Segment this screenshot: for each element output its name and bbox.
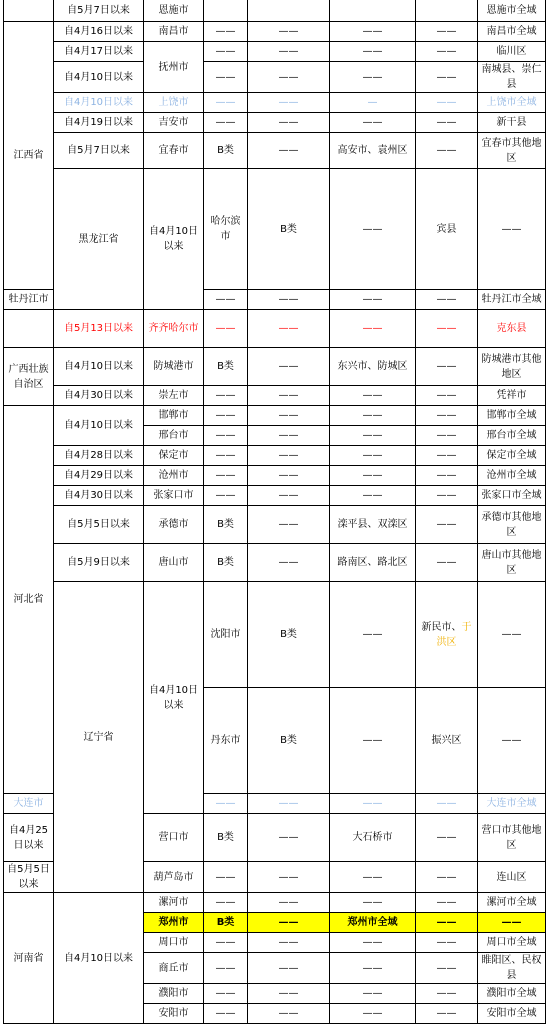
type-cell: B类 <box>204 544 248 582</box>
type-cell: —— <box>204 310 248 348</box>
city-cell: 邢台市 <box>144 426 204 446</box>
col6-cell: —— <box>416 862 478 893</box>
col4-cell: —— <box>248 290 330 310</box>
date-cell: 自4月10日以来 <box>54 893 144 1024</box>
col4-cell: —— <box>330 688 416 794</box>
city-cell: 安阳市 <box>144 1004 204 1024</box>
province-cell: 河北省 <box>4 406 54 794</box>
type-cell: B类 <box>248 169 330 290</box>
col5-cell: —— <box>330 862 416 893</box>
col6-cell: —— <box>416 486 478 506</box>
col6-cell: —— <box>416 133 478 169</box>
col5-cell: 滦平县、双滦区 <box>330 506 416 544</box>
col4-cell: —— <box>248 62 330 93</box>
col5-cell: 东兴市、防城区 <box>330 348 416 386</box>
area-cell: 南昌市全域 <box>478 22 546 42</box>
date-cell: 自4月10日以来 <box>54 93 144 113</box>
area-cell: 防城港市其他地区 <box>478 348 546 386</box>
col5-cell: —— <box>330 446 416 466</box>
city-cell: 承德市 <box>144 506 204 544</box>
area-cell: 唐山市其他地区 <box>478 544 546 582</box>
date-cell: 自5月5日以来 <box>4 862 54 893</box>
col4-cell: —— <box>248 933 330 953</box>
col6-cell: —— <box>416 953 478 984</box>
col4-cell: —— <box>248 446 330 466</box>
col5-cell: —— <box>330 984 416 1004</box>
col5-cell: —— <box>330 386 416 406</box>
col5-cell <box>330 0 416 22</box>
col5-cell: — <box>330 93 416 113</box>
col5-cell: —— <box>330 113 416 133</box>
col6-cell: —— <box>416 62 478 93</box>
col5-cell: —— <box>330 290 416 310</box>
table-row <box>4 42 546 62</box>
table-row <box>4 62 546 93</box>
col6-cell: —— <box>416 893 478 913</box>
col4-cell: —— <box>248 386 330 406</box>
province-cell: 黑龙江省 <box>54 169 144 310</box>
date-cell: 自5月7日以来 <box>54 0 144 22</box>
city-cell: 唐山市 <box>144 544 204 582</box>
type-cell: —— <box>204 290 248 310</box>
col5-cell: —— <box>330 22 416 42</box>
region-table <box>3 0 546 1024</box>
table-row <box>4 113 546 133</box>
col4-cell: —— <box>248 466 330 486</box>
col6-cell: —— <box>478 582 546 688</box>
type-cell: B类 <box>204 814 248 862</box>
table-row <box>4 406 546 426</box>
type-cell: —— <box>204 862 248 893</box>
type-cell: —— <box>204 466 248 486</box>
area-cell: 克东县 <box>478 310 546 348</box>
area-cell: 沧州市全域 <box>478 466 546 486</box>
type-cell: —— <box>204 426 248 446</box>
col6-cell: —— <box>416 426 478 446</box>
table-row <box>4 133 546 169</box>
col5-part-b: 于洪区 <box>436 621 472 648</box>
type-cell: —— <box>204 42 248 62</box>
province-cell: 辽宁省 <box>54 582 144 893</box>
col4-cell: —— <box>330 169 416 290</box>
col5-cell: —— <box>330 1004 416 1024</box>
table-row <box>4 544 546 582</box>
col6-cell: —— <box>416 446 478 466</box>
col6-cell: —— <box>416 933 478 953</box>
area-cell: 安阳市全域 <box>478 1004 546 1024</box>
type-cell: —— <box>204 794 248 814</box>
date-cell: 自4月19日以来 <box>54 113 144 133</box>
city-cell: 商丘市 <box>144 953 204 984</box>
city-cell: 崇左市 <box>144 386 204 406</box>
area-cell: 临川区 <box>478 42 546 62</box>
type-cell: —— <box>204 1004 248 1024</box>
table-row <box>4 386 546 406</box>
city-cell: 张家口市 <box>144 486 204 506</box>
col4-cell: —— <box>248 953 330 984</box>
area-cell: 上饶市全域 <box>478 93 546 113</box>
col6-cell: —— <box>416 794 478 814</box>
area-cell: 漯河市全域 <box>478 893 546 913</box>
col6-cell <box>416 0 478 22</box>
col5-cell: —— <box>330 486 416 506</box>
type-cell: —— <box>204 22 248 42</box>
date-cell: 自4月16日以来 <box>54 22 144 42</box>
col6-cell: —— <box>416 984 478 1004</box>
col5-cell: 郑州市全域 <box>330 913 416 933</box>
city-cell: 郑州市 <box>144 913 204 933</box>
type-cell: —— <box>204 984 248 1004</box>
province-cell <box>4 310 54 348</box>
type-cell: —— <box>204 113 248 133</box>
col6-cell: —— <box>416 466 478 486</box>
area-cell: 濮阳市全域 <box>478 984 546 1004</box>
type-cell: B类 <box>204 506 248 544</box>
type-cell: B类 <box>248 582 330 688</box>
date-cell: 自4月29日以来 <box>54 466 144 486</box>
type-cell: —— <box>204 933 248 953</box>
province-cell: 广西壮族自治区 <box>4 348 54 406</box>
table-row <box>4 22 546 42</box>
col6-cell: —— <box>416 113 478 133</box>
date-cell: 自4月10日以来 <box>144 169 204 310</box>
area-cell: 宜春市其他地区 <box>478 133 546 169</box>
type-cell: B类 <box>204 348 248 386</box>
col4-cell: —— <box>248 42 330 62</box>
city-cell: 上饶市 <box>144 93 204 113</box>
type-cell: —— <box>204 893 248 913</box>
table-row <box>4 93 546 113</box>
col4-cell: —— <box>248 814 330 862</box>
table-row <box>4 893 546 913</box>
type-cell: —— <box>204 386 248 406</box>
city-cell: 周口市 <box>144 933 204 953</box>
date-cell: 自5月13日以来 <box>54 310 144 348</box>
col5-cell: —— <box>330 953 416 984</box>
col5-cell: —— <box>330 62 416 93</box>
col6-cell: —— <box>416 348 478 386</box>
col4-cell: —— <box>248 506 330 544</box>
date-cell: 自5月7日以来 <box>54 133 144 169</box>
col6-cell: —— <box>416 913 478 933</box>
col5-cell: —— <box>330 42 416 62</box>
col4-cell: —— <box>248 794 330 814</box>
col4-cell <box>248 0 330 22</box>
table-row <box>4 466 546 486</box>
city-cell: 沈阳市 <box>204 582 248 688</box>
table-row <box>4 0 546 22</box>
area-cell: 大连市全域 <box>478 794 546 814</box>
table-row <box>4 486 546 506</box>
col5-cell: 振兴区 <box>416 688 478 794</box>
col5-cell: 高安市、袁州区 <box>330 133 416 169</box>
col5-part-a: 新民市、 <box>421 621 462 633</box>
col5-cell: —— <box>330 466 416 486</box>
area-cell: 连山区 <box>478 862 546 893</box>
col4-cell: —— <box>248 893 330 913</box>
col5-cell: —— <box>330 406 416 426</box>
city-cell: 营口市 <box>144 814 204 862</box>
table-row <box>4 582 546 688</box>
city-cell: 大连市 <box>4 794 54 814</box>
area-cell: —— <box>478 913 546 933</box>
area-cell: 恩施市全域 <box>478 0 546 22</box>
type-cell: —— <box>204 446 248 466</box>
date-cell: 自4月30日以来 <box>54 386 144 406</box>
type-cell: —— <box>204 486 248 506</box>
col4-cell: —— <box>248 22 330 42</box>
area-cell: 睢阳区、民权县 <box>478 953 546 984</box>
col5-cell <box>416 582 478 688</box>
city-cell: 南昌市 <box>144 22 204 42</box>
col4-cell: —— <box>248 93 330 113</box>
col5-cell: —— <box>330 893 416 913</box>
area-cell: 南城县、崇仁县 <box>478 62 546 93</box>
area-cell: 张家口市全域 <box>478 486 546 506</box>
area-cell: 营口市其他地区 <box>478 814 546 862</box>
city-cell: 恩施市 <box>144 0 204 22</box>
date-cell: 自5月9日以来 <box>54 544 144 582</box>
col4-cell: —— <box>248 486 330 506</box>
col6-cell: —— <box>416 544 478 582</box>
area-cell: 凭祥市 <box>478 386 546 406</box>
city-cell: 邯郸市 <box>144 406 204 426</box>
city-cell: 抚州市 <box>144 42 204 93</box>
col6-cell: —— <box>416 506 478 544</box>
col5-cell: —— <box>330 794 416 814</box>
table-row <box>4 348 546 386</box>
col5-cell: 宾县 <box>416 169 478 290</box>
date-cell: 自4月25日以来 <box>4 814 54 862</box>
col4-cell: —— <box>248 913 330 933</box>
col4-cell: —— <box>248 310 330 348</box>
type-cell: B类 <box>204 913 248 933</box>
city-cell: 濮阳市 <box>144 984 204 1004</box>
type-cell: B类 <box>204 133 248 169</box>
city-cell: 哈尔滨市 <box>204 169 248 290</box>
date-cell: 自5月5日以来 <box>54 506 144 544</box>
type-cell: —— <box>204 953 248 984</box>
date-cell: 自4月10日以来 <box>54 406 144 446</box>
col4-cell: —— <box>248 426 330 446</box>
area-cell: 新干县 <box>478 113 546 133</box>
area-cell: 保定市全域 <box>478 446 546 466</box>
col5-cell: —— <box>330 310 416 348</box>
province-cell: 河南省 <box>4 893 54 1024</box>
col6-cell: —— <box>416 93 478 113</box>
city-cell: 宜春市 <box>144 133 204 169</box>
col4-cell: —— <box>248 862 330 893</box>
type-cell: —— <box>204 93 248 113</box>
type-cell: B类 <box>248 688 330 794</box>
col6-cell: —— <box>416 406 478 426</box>
city-cell: 吉安市 <box>144 113 204 133</box>
table-row <box>4 506 546 544</box>
col4-cell: —— <box>248 544 330 582</box>
date-cell: 自4月10日以来 <box>144 582 204 814</box>
col6-cell: —— <box>416 22 478 42</box>
col5-cell: 大石桥市 <box>330 814 416 862</box>
province-cell <box>4 0 54 22</box>
col6-cell: —— <box>416 310 478 348</box>
city-cell: 牡丹江市 <box>4 290 54 310</box>
col6-cell: —— <box>416 1004 478 1024</box>
city-cell: 葫芦岛市 <box>144 862 204 893</box>
table-row <box>4 169 546 290</box>
col6-cell: —— <box>416 42 478 62</box>
table-row <box>4 446 546 466</box>
city-cell: 丹东市 <box>204 688 248 794</box>
date-cell: 自4月10日以来 <box>54 348 144 386</box>
col4-cell: —— <box>248 133 330 169</box>
col4-cell: —— <box>248 984 330 1004</box>
city-cell: 防城港市 <box>144 348 204 386</box>
col6-cell: —— <box>416 386 478 406</box>
col5-cell: —— <box>330 933 416 953</box>
date-cell: 自4月17日以来 <box>54 42 144 62</box>
type-cell: —— <box>204 62 248 93</box>
col5-cell: —— <box>330 426 416 446</box>
city-cell: 保定市 <box>144 446 204 466</box>
col6-cell: —— <box>416 814 478 862</box>
col4-cell: —— <box>248 1004 330 1024</box>
area-cell: 邢台市全域 <box>478 426 546 446</box>
col4-cell: —— <box>248 406 330 426</box>
col5-cell: 路南区、路北区 <box>330 544 416 582</box>
city-cell: 齐齐哈尔市 <box>144 310 204 348</box>
table-row <box>4 310 546 348</box>
col6-cell: —— <box>416 290 478 310</box>
col6-cell: —— <box>478 169 546 290</box>
col4-cell: —— <box>248 113 330 133</box>
date-cell: 自4月10日以来 <box>54 62 144 93</box>
date-cell: 自4月30日以来 <box>54 486 144 506</box>
date-cell: 自4月28日以来 <box>54 446 144 466</box>
area-cell: 邯郸市全域 <box>478 406 546 426</box>
city-cell: 漯河市 <box>144 893 204 913</box>
col6-cell: —— <box>478 688 546 794</box>
province-cell: 江西省 <box>4 22 54 290</box>
col4-cell: —— <box>330 582 416 688</box>
type-cell <box>204 0 248 22</box>
city-cell: 沧州市 <box>144 466 204 486</box>
col4-cell: —— <box>248 348 330 386</box>
area-cell: 承德市其他地区 <box>478 506 546 544</box>
area-cell: 牡丹江市全域 <box>478 290 546 310</box>
area-cell: 周口市全域 <box>478 933 546 953</box>
type-cell: —— <box>204 406 248 426</box>
